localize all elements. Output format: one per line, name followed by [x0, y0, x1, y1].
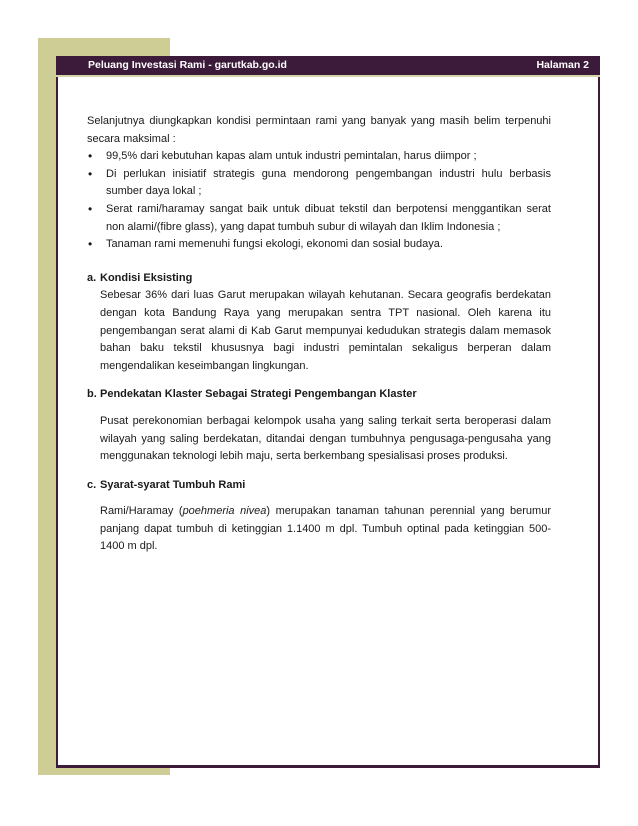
- section-body: [87, 503, 551, 556]
- section-heading: [87, 477, 551, 495]
- header-title: Peluang Investasi Rami - garutkab.go.id: [88, 59, 287, 71]
- section-kondisi-eksisting: [87, 270, 551, 376]
- document-body: [87, 113, 551, 556]
- body-text: Rami/Haramay (: [100, 505, 183, 518]
- bullet-list: [87, 148, 551, 254]
- page-number: Halaman 2: [536, 59, 589, 71]
- section-letter: a.: [87, 271, 97, 284]
- section-letter: b.: [87, 388, 97, 401]
- bullet-item: • 99,5% dari kebutuhan kapas alam untuk industri pemintalan, harus diimpor ;: [87, 148, 551, 166]
- species-name: poehmeria nivea: [182, 505, 267, 518]
- section-heading: [87, 386, 551, 404]
- bullet-item: • Di perlukan inisiatif strategis guna mendorong pengembangan industri hulu berbasis sumber daya lokal ;: [87, 166, 551, 201]
- intro-paragraph: Selanjutnya diungkapkan kondisi permintaan rami yang banyak yang masih belim terpenuhi secara maksimal :: [87, 115, 551, 145]
- section-syarat-tumbuh: [87, 477, 551, 556]
- section-body: Pusat perekonomian berbagai kelompok usaha yang saling terkait serta beroperasi dalam wilayah yang saling berdekatan, ditandai dengan tumbuhnya pengusaga-pengusaha yang menggunakan teknologi lebih maju, serta berkembang spesialisasi proses produksi.: [100, 414, 551, 463]
- section-title: Syarat-syarat Tumbuh Rami: [100, 478, 246, 491]
- section-title: Kondisi Eksisting: [100, 271, 193, 284]
- section-pendekatan-klaster: [87, 386, 551, 465]
- header-divider: [56, 75, 600, 77]
- section-title: Pendekatan Klaster Sebagai Strategi Pengembangan Klaster: [100, 388, 417, 401]
- body-text: ) merupakan tanaman tahunan perennial yang berumur panjang dapat tumbuh di ketinggian 1.1400 m dpl. Tumbuh optinal pada ketinggian 500-1400 m dpl.: [100, 505, 551, 553]
- section-letter: c.: [87, 478, 97, 491]
- section-body: Sebesar 36% dari luas Garut merupakan wilayah kehutanan. Secara geografis berdekatan dengan kota Bandung Raya yang merupakan sentra TPT nasional. Oleh karena itu pengembangan serat alami di Kab Garut mempunyai kedudukan strategis dalam memasok bahan baku tekstil khususnya bagi industri pemintalan sekaligus berperan dalam mengendalikan keseimbangan lingkungan.: [100, 289, 551, 372]
- section-heading: [87, 270, 551, 288]
- bullet-item: • Serat rami/haramay sangat baik untuk dibuat tekstil dan berpotensi menggantikan serat non alami/(fibre glass), yang dapat tumbuh subur di wilayah dan Iklim Indonesia ;: [87, 201, 551, 236]
- page-header: [56, 56, 600, 75]
- bullet-item: • Tanaman rami memenuhi fungsi ekologi, ekonomi dan sosial budaya.: [87, 236, 551, 254]
